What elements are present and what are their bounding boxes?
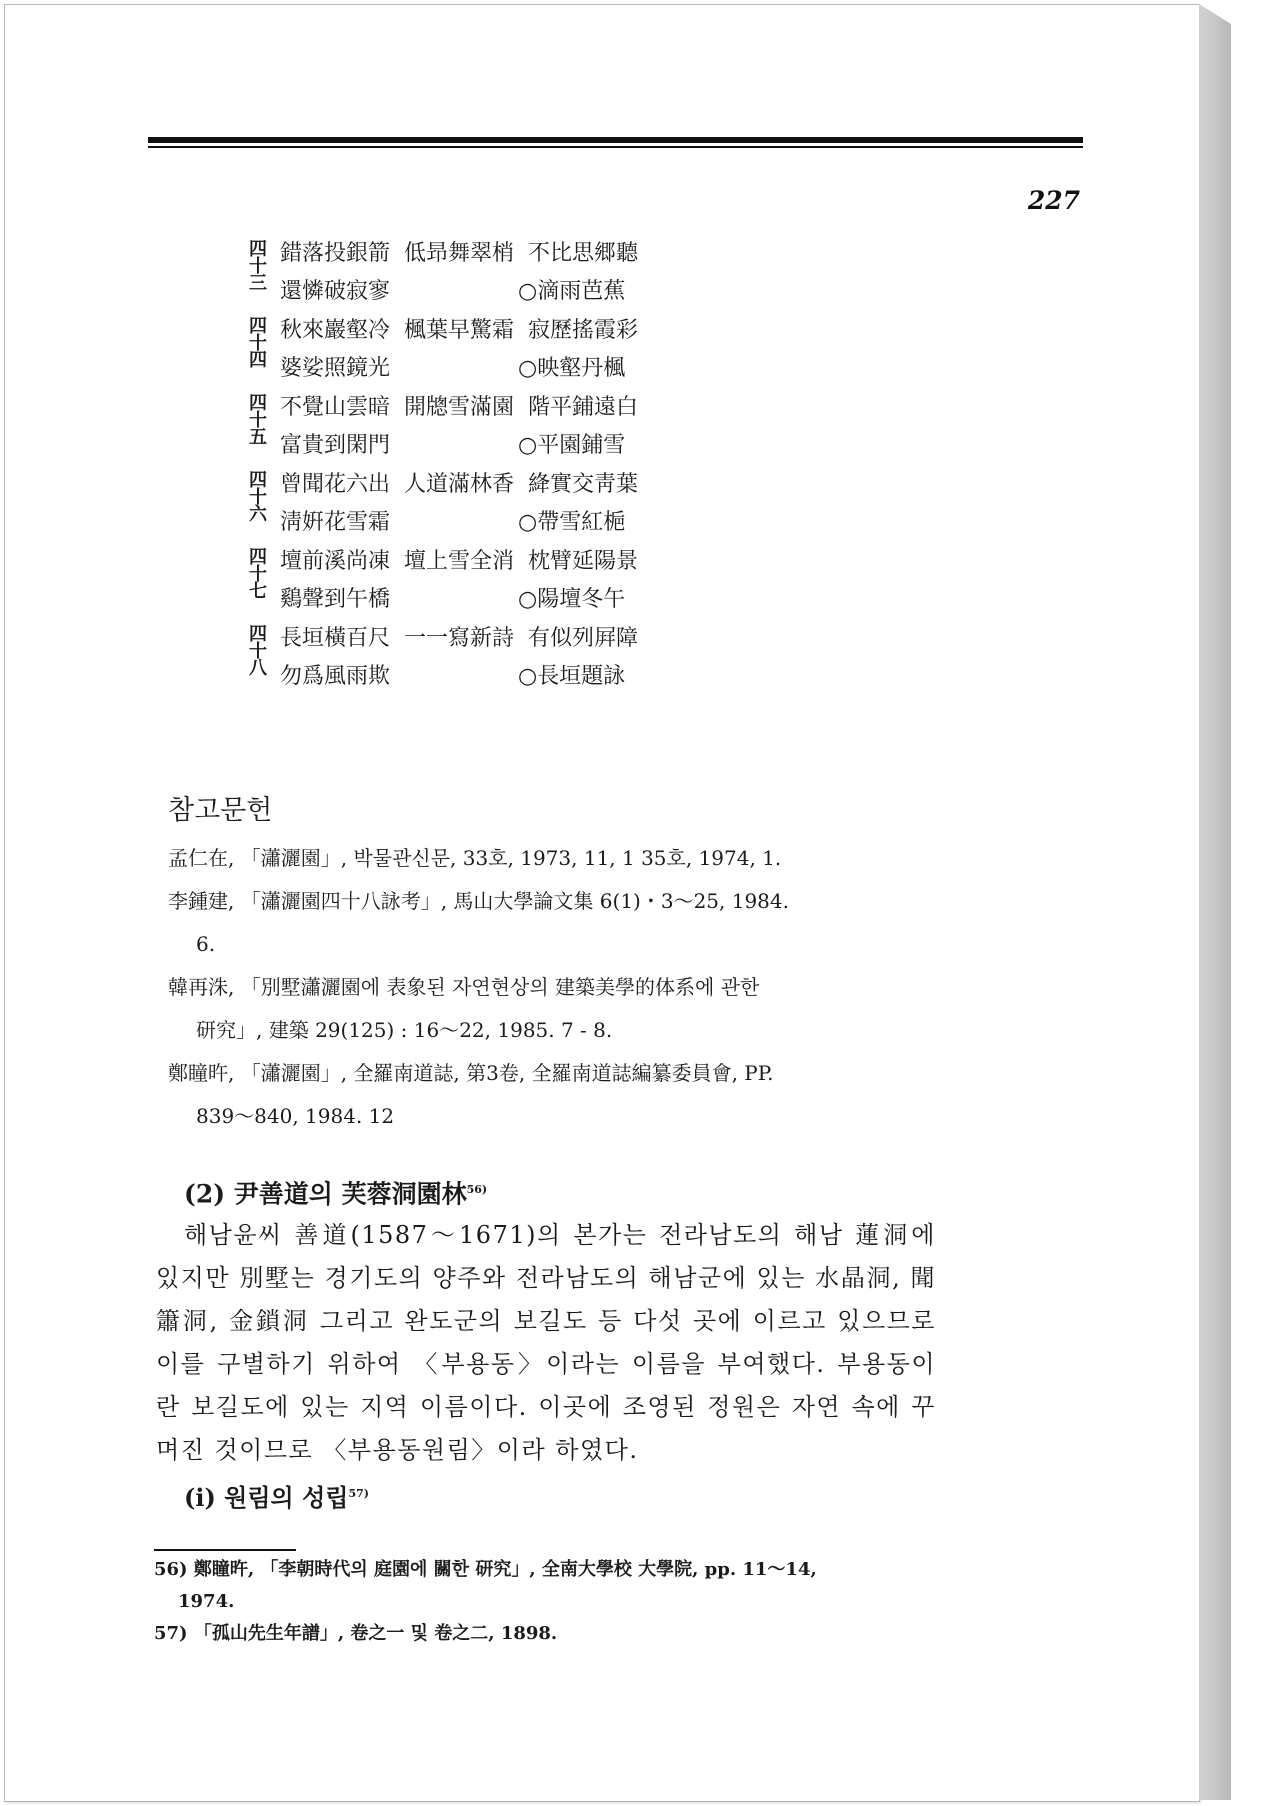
poem-title: ○映壑丹楓 (518, 356, 626, 381)
footnote-rule (154, 1549, 296, 1551)
poem-verse-line: 勿爲風雨欺 (280, 664, 391, 689)
poem-item (234, 236, 954, 313)
footnote-entry-continuation: 1974. (178, 1591, 235, 1612)
footnotes (154, 1554, 954, 1650)
poem-verse-line: 富貴到閑門 (280, 433, 391, 458)
poem-list (234, 236, 954, 698)
poem-number: 四十四 (249, 316, 267, 371)
poem-item (234, 621, 954, 698)
poem-item (234, 313, 954, 390)
page-edge-shadow (1199, 4, 1231, 1800)
poem-number: 四十三 (249, 239, 267, 294)
reference-entry: 李鍾建, 「瀟灑園四十八詠考」, 馬山大學論文集 6(1)・3～25, 1984. (168, 889, 789, 913)
poem-verse-line: 淸姸花雪霜 (280, 510, 391, 535)
subsection-heading (184, 1472, 936, 1519)
footnote-marker: 56) (466, 1183, 488, 1196)
poem-title: ○陽壇冬午 (518, 587, 626, 612)
header-rule-thick (148, 137, 1083, 143)
footnote-entry: 56) 鄭瞳旿, 「李朝時代의 庭園에 關한 研究」, 全南大學校 大學院, pp. 11～14, (154, 1559, 817, 1580)
reference-entry-continuation: 研究」, 建築 29(125) : 16～22, 1985. 7 - 8. (196, 1018, 613, 1042)
body-paragraph: 해남윤씨 善道(1587～1671)의 본가는 전라남도의 해남 蓮洞에 있지만 別墅는 경기도의 양주와 전라남도의 해남군에 있는 水晶洞, 聞簫洞, 金鎖洞 그리고 완도군의 보길도 등 다섯 곳에 이르고 있으므로 이를 구별하기 위하여 〈부용동〉이라는 이름을 부여했다. 부용동이란 보길도에 있는 지역 이름이다. 이곳에 조영된 정원은 자연 속에 꾸며진 것이므로 〈부용동원림〉이라 하였다. (156, 1221, 936, 1465)
poem-title: ○滴雨芭蕉 (518, 279, 626, 304)
footnote-marker: 57) (348, 1487, 369, 1501)
poem-verse-line: 錯落投銀箭 低昻舞翠梢 不比思郷聽 (280, 241, 638, 266)
poem-verse-line: 鷄聲到午橋 (280, 587, 391, 612)
poem-number: 四十五 (249, 393, 267, 448)
poem-verse-line: 婆娑照鏡光 (280, 356, 391, 381)
section-heading-text: (2) 尹善道의 芙蓉洞園林 (184, 1179, 467, 1209)
poem-title: ○平園鋪雪 (518, 433, 626, 458)
body-section (156, 1170, 936, 1519)
poem-verse-line: 不覺山雲暗 開牕雪滿園 階平鋪遠白 (280, 395, 638, 420)
poem-number: 四十六 (249, 470, 267, 525)
poem-title: ○長垣題詠 (518, 664, 626, 689)
reference-entry: 鄭瞳旿, 「瀟灑園」, 全羅南道誌, 第3卷, 全羅南道誌編纂委員會, PP. (168, 1061, 774, 1085)
reference-entry-continuation: 6. (196, 932, 216, 956)
poem-verse-line: 秋來巖壑冷 楓葉早驚霜 寂歷搖霞彩 (280, 318, 638, 343)
poem-item (234, 467, 954, 544)
header-rule-thin (148, 146, 1083, 148)
poem-number: 四十八 (249, 624, 267, 679)
references-section (168, 788, 968, 1138)
poem-title: ○帶雪紅梔 (518, 510, 626, 535)
poem-verse-line: 曾聞花六出 人道滿林香 絳實交靑葉 (280, 472, 638, 497)
references-heading: 참고문헌 (168, 795, 273, 826)
reference-entry-continuation: 839～840, 1984. 12 (196, 1104, 395, 1128)
poem-item (234, 390, 954, 467)
footnote-entry: 57) 「孤山先生年譜」, 卷之一 및 卷之二, 1898. (154, 1623, 558, 1644)
poem-verse-line: 壇前溪尚凍 壇上雪全消 枕臂延陽景 (280, 549, 638, 574)
poem-number: 四十七 (249, 547, 267, 602)
reference-entry: 孟仁在, 「瀟灑園」, 박물관신문, 33호, 1973, 11, 1 35호, 1974, 1. (168, 846, 782, 870)
section-heading (184, 1170, 936, 1214)
page-number: 227 (1027, 186, 1080, 215)
reference-entry: 韓再洙, 「別墅瀟灑園에 表象된 자연현상의 建築美學的体系에 관한 (168, 975, 760, 999)
poem-verse-line: 長垣橫百尺 一一寫新詩 有似列屛障 (280, 626, 638, 651)
subsection-heading-text: (i) 원림의 성립 (184, 1483, 349, 1513)
poem-item (234, 544, 954, 621)
poem-verse-line: 還憐破寂寥 (280, 279, 391, 304)
